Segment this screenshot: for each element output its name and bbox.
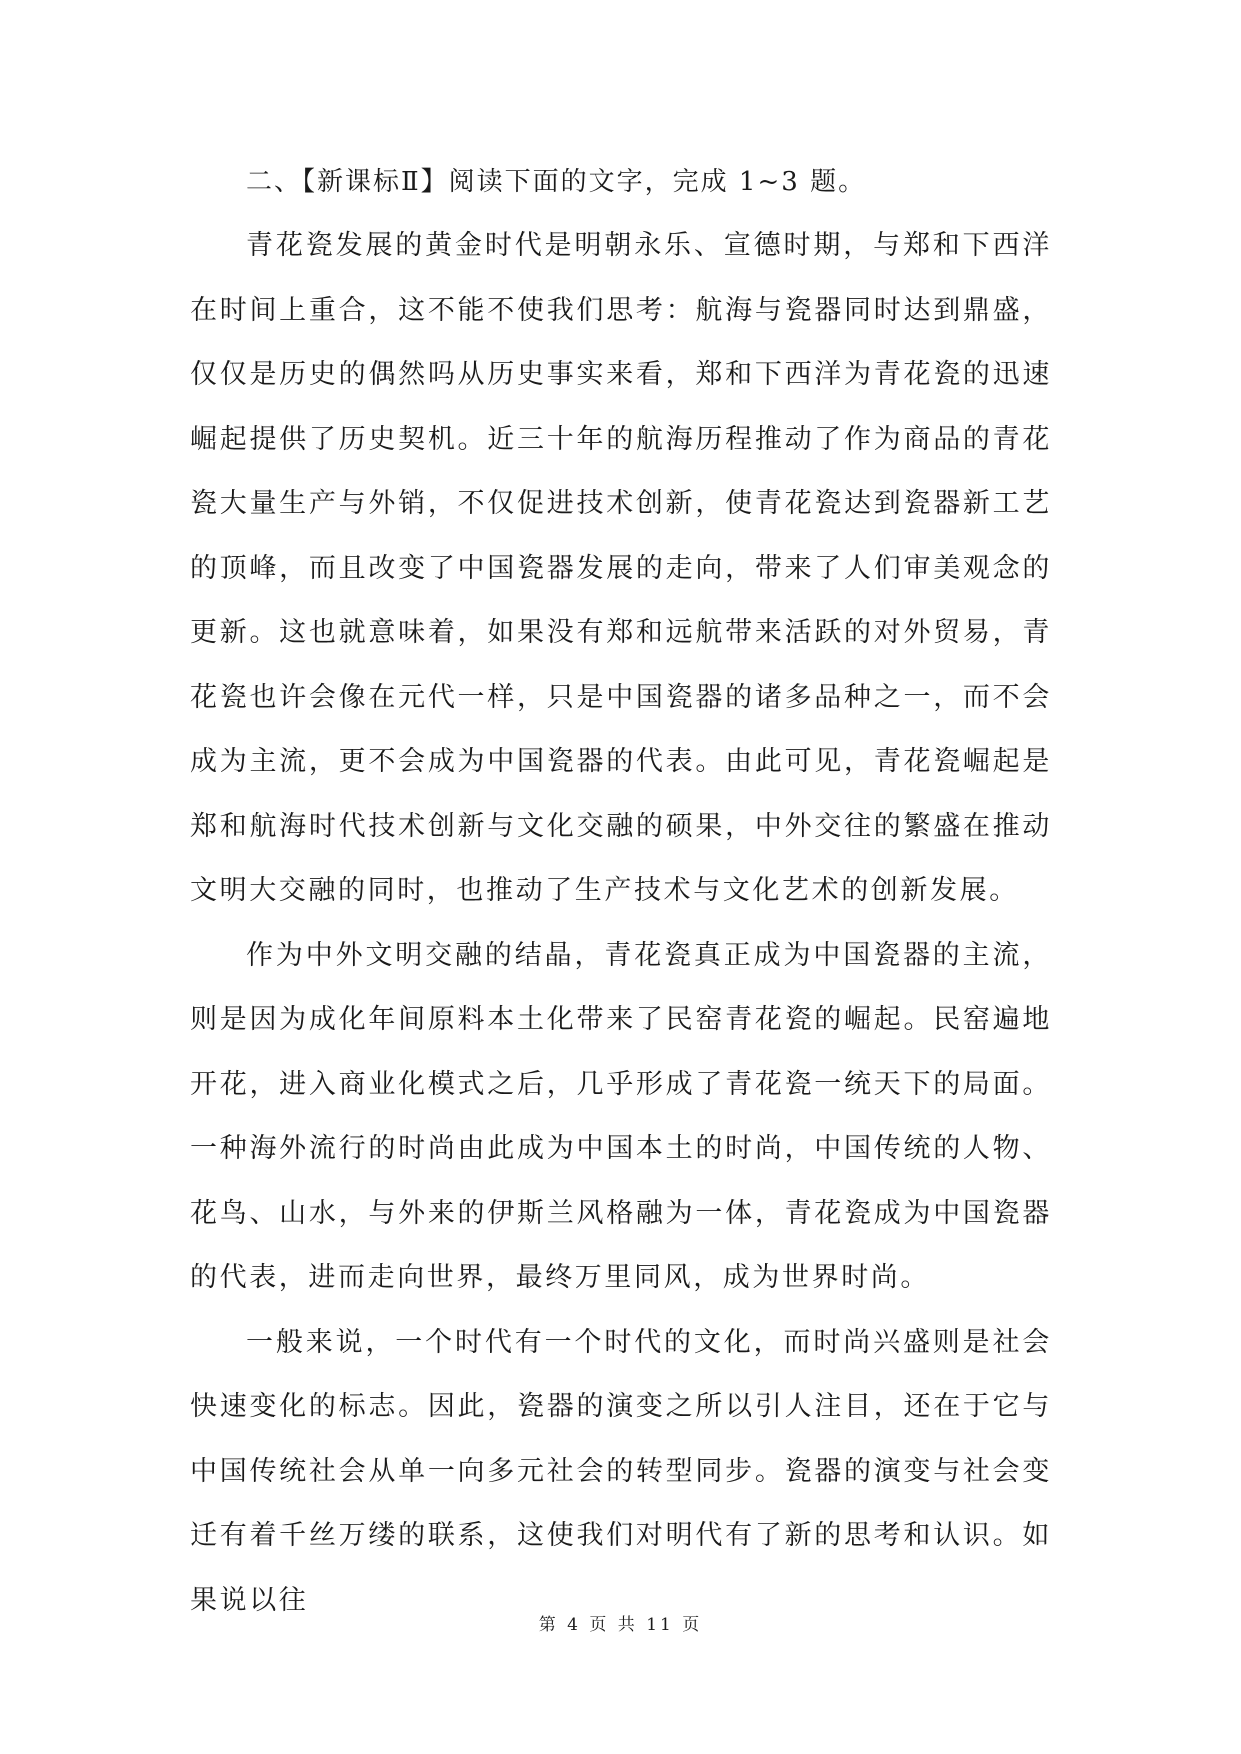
paragraph-1: 青花瓷发展的黄金时代是明朝永乐、宣德时期，与郑和下西洋在时间上重合，这不能不使我们思考：航海与瓷器同时达到鼎盛，仅仅是历史的偶然吗从历史事实来看，郑和下西洋为青花瓷的迅速崛起提供了历史契机。近三十年的航海历程推动了作为商品的青花瓷大量生产与外销，不仅促进技术创新，使青花瓷达到瓷器新工艺的顶峰，而且改变了中国瓷器发展的走向，带来了人们审美观念的更新。这也就意味着，如果没有郑和远航带来活跃的对外贸易，青花瓷也许会像在元代一样，只是中国瓷器的诸多品种之一，而不会成为主流，更不会成为中国瓷器的代表。由此可见，青花瓷崛起是郑和航海时代技术创新与文化交融的硕果，中外交往的繁盛在推动文明大交融的同时，也推动了生产技术与文化艺术的创新发展。 [190, 230, 1052, 906]
document-body [190, 150, 1052, 1633]
page-number-footer: 第 4 页 共 11 页 [538, 1615, 703, 1635]
question-heading: 二、【新课标Ⅱ】阅读下面的文字，完成 1~3 题。 [246, 167, 867, 197]
paragraph-2: 作为中外文明交融的结晶，青花瓷真正成为中国瓷器的主流，则是因为成化年间原料本土化带来了民窑青花瓷的崛起。民窑遍地开花，进入商业化模式之后，几乎形成了青花瓷一统天下的局面。一种海外流行的时尚由此成为中国本土的时尚，中国传统的人物、花鸟、山水，与外来的伊斯兰风格融为一体，青花瓷成为中国瓷器的代表，进而走向世界，最终万里同风，成为世界时尚。 [190, 939, 1052, 1293]
paragraph-3: 一般来说，一个时代有一个时代的文化，而时尚兴盛则是社会快速变化的标志。因此，瓷器的演变之所以引人注目，还在于它与中国传统社会从单一向多元社会的转型同步。瓷器的演变与社会变迁有着千丝万缕的联系，这使我们对明代有了新的思考和认识。如果说以往 [190, 1326, 1052, 1616]
